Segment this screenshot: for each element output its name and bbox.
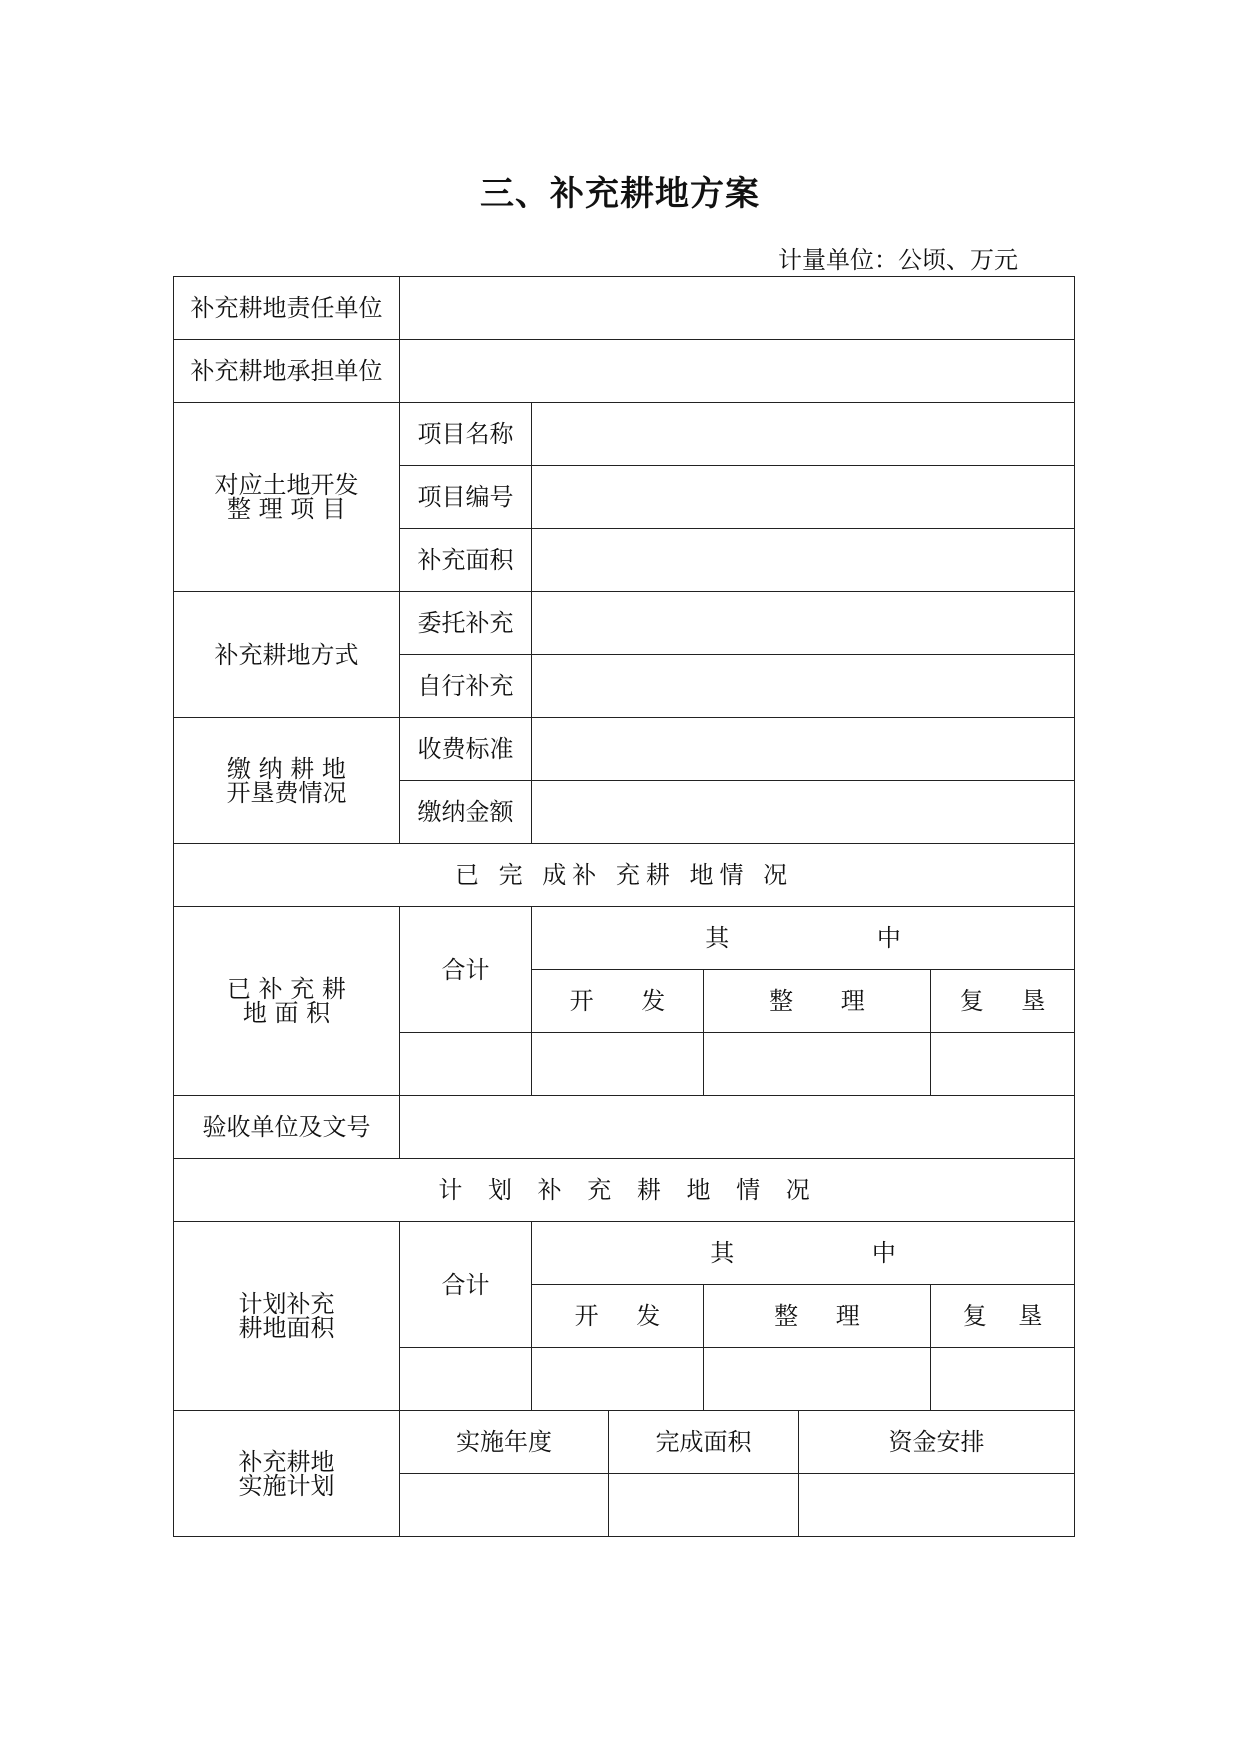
supplement-area-field[interactable] [532, 529, 1075, 592]
completed-develop-label: 开 发 [532, 970, 704, 1033]
fee-amount-field[interactable] [532, 781, 1075, 844]
completed-arrange-field[interactable] [704, 1033, 931, 1096]
self-supplement-field[interactable] [532, 655, 1075, 718]
planned-develop-field[interactable] [532, 1348, 704, 1411]
project-number-label: 项目编号 [400, 466, 532, 529]
implementation-label-line2: 实施计划 [238, 1471, 335, 1500]
implementation-area-field[interactable] [609, 1474, 799, 1537]
planned-area-label [174, 1222, 400, 1411]
fee-standard-label: 收费标准 [400, 718, 532, 781]
completed-arrange-label: 整 理 [704, 970, 931, 1033]
undertaking-unit-label: 补充耕地承担单位 [174, 340, 400, 403]
implementation-funds-label: 资金安排 [799, 1411, 1075, 1474]
acceptance-field[interactable] [400, 1096, 1075, 1159]
planned-arrange-field[interactable] [704, 1348, 931, 1411]
project-label [174, 403, 400, 592]
completed-area-label-line1: 已 补 充 耕 [227, 975, 346, 1003]
entrusted-label: 委托补充 [400, 592, 532, 655]
completed-total-label: 合计 [400, 907, 532, 1033]
completed-develop-field[interactable] [532, 1033, 704, 1096]
supplement-area-label: 补充面积 [400, 529, 532, 592]
completed-of-which-header: 其 中 [532, 907, 1075, 970]
responsible-unit-label: 补充耕地责任单位 [174, 277, 400, 340]
planned-of-which-header: 其 中 [532, 1222, 1075, 1285]
completed-total-field[interactable] [400, 1033, 532, 1096]
planned-section-header: 计 划 补 充 耕 地 情 况 [174, 1159, 1075, 1222]
page-title: 三、补充耕地方案 [480, 174, 760, 214]
planned-area-label-line2: 耕地面积 [238, 1314, 335, 1342]
project-label-line1: 对应土地开发 [214, 471, 359, 499]
implementation-funds-field[interactable] [799, 1474, 1075, 1537]
fee-amount-label: 缴纳金额 [400, 781, 532, 844]
acceptance-label: 验收单位及文号 [174, 1096, 400, 1159]
fee-label-line1: 缴 纳 耕 地 [227, 754, 346, 783]
planned-reclaim-field[interactable] [931, 1348, 1075, 1411]
implementation-plan-label [174, 1411, 400, 1537]
planned-develop-label: 开 发 [532, 1285, 704, 1348]
responsible-unit-field[interactable] [400, 277, 1075, 340]
self-supplement-label: 自行补充 [400, 655, 532, 718]
completed-area-label [174, 907, 400, 1096]
method-label: 补充耕地方式 [174, 592, 400, 718]
project-number-field[interactable] [532, 466, 1075, 529]
planned-area-label-line1: 计划补充 [238, 1290, 335, 1318]
fee-label-line2: 开垦费情况 [226, 778, 347, 807]
implementation-year-field[interactable] [400, 1474, 609, 1537]
implementation-label-line1: 补充耕地 [238, 1447, 335, 1476]
undertaking-unit-field[interactable] [400, 340, 1075, 403]
completed-reclaim-field[interactable] [931, 1033, 1075, 1096]
project-name-field[interactable] [532, 403, 1075, 466]
planned-total-field[interactable] [400, 1348, 532, 1411]
project-name-label: 项目名称 [400, 403, 532, 466]
planned-reclaim-label: 复 垦 [931, 1285, 1075, 1348]
planned-total-label: 合计 [400, 1222, 532, 1348]
fee-label [174, 718, 400, 844]
planned-arrange-label: 整 理 [704, 1285, 931, 1348]
project-label-line2: 整 理 项 目 [227, 495, 346, 523]
entrusted-field[interactable] [532, 592, 1075, 655]
supplementary-farmland-form [173, 276, 1075, 1537]
completed-section-header: 已 完 成补 充耕 地情 况 [174, 844, 1075, 907]
implementation-area-label: 完成面积 [609, 1411, 799, 1474]
implementation-year-label: 实施年度 [400, 1411, 609, 1474]
completed-reclaim-label: 复 垦 [931, 970, 1075, 1033]
fee-standard-field[interactable] [532, 718, 1075, 781]
completed-area-label-line2: 地 面 积 [242, 999, 331, 1027]
measurement-unit-note: 计量单位：公顷、万元 [778, 246, 1018, 274]
